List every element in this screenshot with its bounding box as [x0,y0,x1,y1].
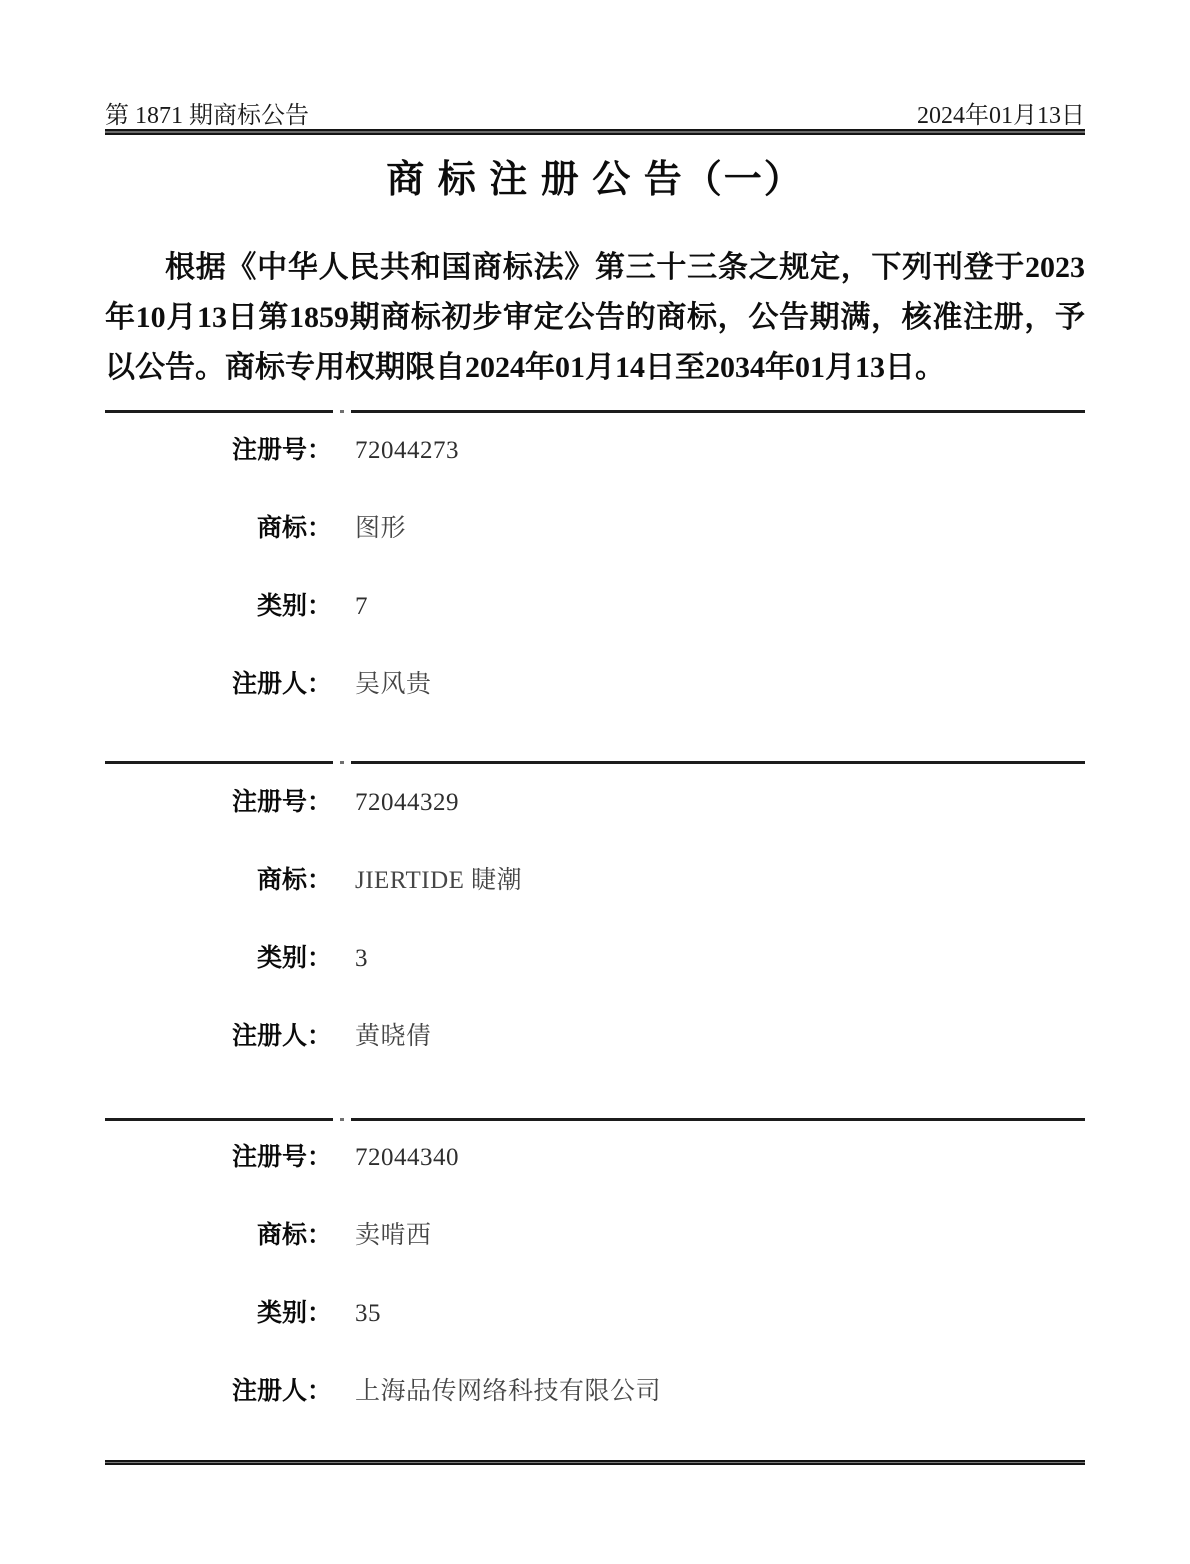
field-value-reg-no: 72044273 [355,437,459,464]
field-label-registrant: 注册人： [231,1378,332,1405]
record-row-trademark [105,508,1085,542]
field-value-registrant: 上海品传网络科技有限公司 [355,1378,662,1405]
field-value-reg-no: 72044340 [355,1144,459,1171]
trademark-record [105,430,1085,742]
field-label-registrant: 注册人： [231,1023,332,1050]
field-label-reg-no: 注册号： [231,1144,332,1171]
gazette-date: 2024年01月13日 [917,103,1085,129]
record-row-reg-no [105,1137,1085,1171]
page-header [105,95,1085,130]
record-row-registrant [105,1371,1085,1405]
separator-tick [340,410,344,413]
field-value-trademark: JIERTIDE 睫潮 [355,867,523,894]
field-label-trademark: 商标： [256,515,332,542]
field-label-reg-no: 注册号： [231,437,332,464]
field-value-category: 7 [355,593,368,620]
field-label-trademark: 商标： [256,1222,332,1249]
record-separator [105,761,1085,764]
field-value-category: 3 [355,945,368,972]
field-value-trademark: 卖啃西 [355,1222,432,1249]
field-label-category: 类别： [256,1300,332,1327]
separator-tick [340,761,344,764]
field-label-category: 类别： [256,945,332,972]
record-row-reg-no [105,782,1085,816]
field-label-reg-no: 注册号： [231,789,332,816]
record-row-trademark [105,1215,1085,1249]
field-label-category: 类别： [256,593,332,620]
field-label-trademark: 商标： [256,867,332,894]
record-separator [105,1118,1085,1121]
record-row-category [105,586,1085,620]
field-value-trademark: 图形 [355,515,407,542]
page-title: 商 标 注 册 公 告（一） [386,159,804,201]
field-value-reg-no: 72044329 [355,789,459,816]
record-row-category [105,938,1085,972]
field-value-category: 35 [355,1300,381,1327]
separator-tick [340,1118,344,1121]
header-rule [105,129,1085,135]
record-row-category [105,1293,1085,1327]
record-row-registrant [105,664,1085,698]
intro-paragraph: 根据《中华人民共和国商标法》第三十三条之规定，下列刊登于2023年10月13日第1859期商标初步审定公告的商标，公告期满，核准注册，予以公告。商标专用权期限自2024年01月14日至2034年01月13日。 [105,251,1085,384]
field-value-registrant: 吴风贵 [355,671,432,698]
trademark-record [105,782,1085,1094]
record-row-trademark [105,860,1085,894]
record-separator [105,410,1085,413]
record-row-registrant [105,1016,1085,1050]
field-value-registrant: 黄晓倩 [355,1023,432,1050]
trademark-record [105,1137,1085,1449]
field-label-registrant: 注册人： [231,671,332,698]
record-row-reg-no [105,430,1085,464]
gazette-issue-label: 第 1871 期商标公告 [105,103,309,129]
bottom-rule [105,1460,1085,1465]
